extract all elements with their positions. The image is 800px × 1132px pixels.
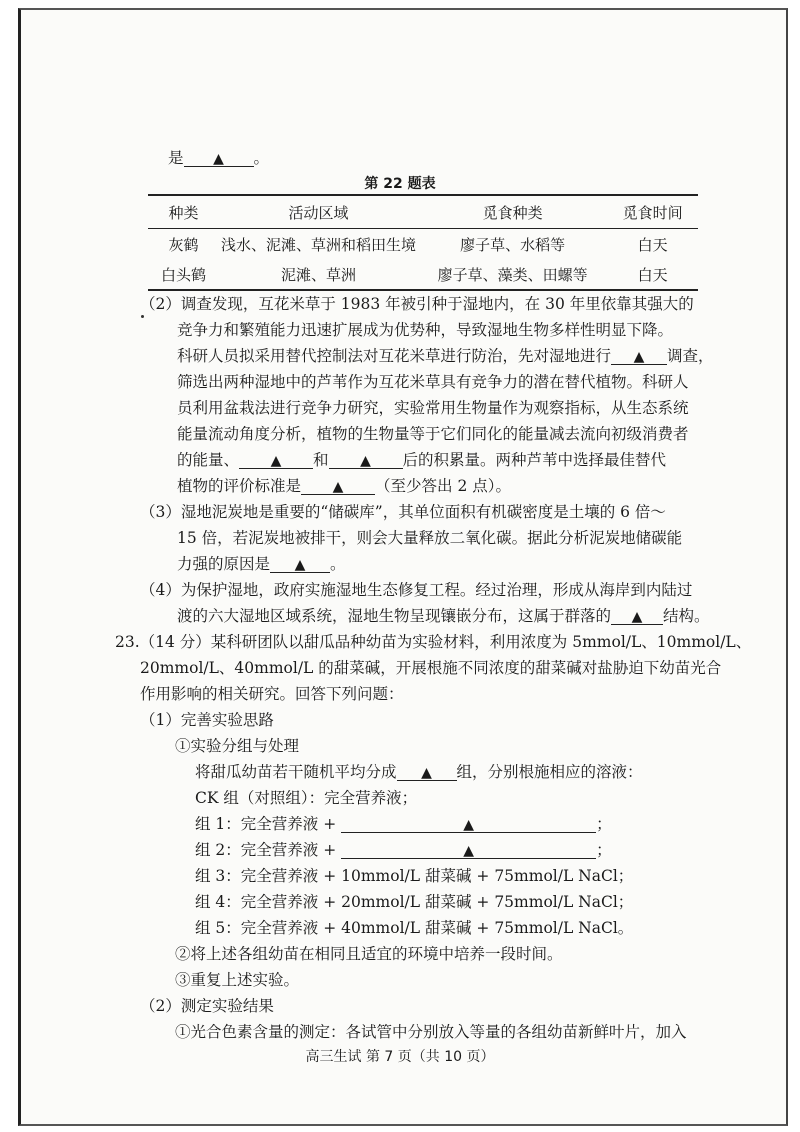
triangle-icon: ▲ [463, 817, 475, 833]
q2-line [177, 346, 714, 366]
table-cell: 泥滩、草洲 [219, 259, 418, 290]
text-prefix: 是 [168, 149, 184, 167]
group-3: 组 3：完全营养液 + 10mmol/L 甜菜碱 + 75mmol/L NaCl； [195, 867, 634, 885]
triangle-icon: ▲ [421, 765, 432, 781]
speck-mark [141, 315, 144, 318]
triangle-icon: ▲ [332, 479, 344, 495]
q23-step: ①实验分组与处理 [175, 737, 300, 755]
question-22-table [148, 194, 698, 291]
q2-line: （2）调查发现，互花米草于 1983 年被引种于湿地内，在 30 年里依靠其强大的 [140, 295, 694, 313]
page-footer: 高三生试 第 7 页（共 10 页） [305, 1049, 495, 1065]
q4-line: （4）为保护湿地，政府实施湿地生态修复工程。经过治理，形成从海岸到内陆过 [140, 581, 693, 599]
group-1 [195, 814, 612, 834]
answer-blank[interactable] [301, 476, 375, 495]
group-2 [195, 840, 612, 860]
group-4: 组 4：完全营养液 + 20mmol/L 甜菜碱 + 75mmol/L NaCl； [195, 893, 634, 911]
header-cell: 觅食时间 [607, 195, 698, 229]
answer-blank[interactable] [184, 148, 254, 167]
q2-line [177, 450, 666, 470]
table-cell: 廖子草、藻类、田螺等 [418, 259, 607, 290]
q23-step: ③重复上述实验。 [175, 971, 300, 989]
q2-line [177, 476, 511, 496]
triangle-icon: ▲ [360, 453, 371, 469]
answer-blank[interactable] [611, 346, 667, 365]
header-cell: 种类 [148, 195, 219, 229]
q2-line: 能量流动角度分析，植物的生物量等于它们同化的能量减去流向初级消费者 [177, 425, 689, 443]
text: 渡的六大湿地区域系统，湿地生物呈现镶嵌分布，这属于群落的 [177, 607, 612, 625]
triangle-icon: ▲ [213, 151, 224, 167]
answer-blank[interactable] [329, 450, 403, 469]
text-suffix: 。 [253, 149, 270, 167]
q23-line [195, 762, 643, 782]
text: 和 [313, 451, 329, 469]
text: ； [596, 841, 612, 859]
triangle-icon: ▲ [633, 349, 645, 365]
table-cell: 灰鹤 [168, 235, 199, 254]
q2-line: 筛选出两种湿地中的芦苇作为互花米草具有竞争力的潜在替代植物。科研人 [177, 373, 689, 391]
q23-subheading: （2）测定实验结果 [140, 997, 274, 1015]
text: 结构。 [663, 607, 710, 625]
table-header-row [148, 195, 698, 229]
text: 将甜瓜幼苗若干随机平均分成 [195, 763, 397, 781]
triangle-icon: ▲ [294, 557, 306, 573]
q3-line [177, 554, 346, 574]
text: 的能量、 [177, 451, 240, 469]
text: 后的积累量。两种芦苇中选择最佳替代 [402, 451, 667, 469]
q23-step: ②将上述各组幼苗在相同且适宜的环境中培养一段时间。 [175, 945, 563, 963]
q3-line: 15 倍，若泥炭地被排干，则会大量释放二氧化碳。据此分析泥炭地储碳能 [177, 529, 683, 547]
text: 。 [330, 555, 346, 573]
text: 力强的原因是 [177, 555, 271, 573]
triangle-icon: ▲ [270, 453, 282, 469]
q4-line [177, 606, 710, 626]
q2-line: 员利用盆栽法进行竞争力研究，实验常用生物量作为观察指标，从生态系统 [177, 399, 689, 417]
table-cell: 廖子草、水稻等 [460, 235, 566, 254]
table-cell: 白天 [637, 235, 668, 254]
text: 组，分别根施相应的溶液： [456, 763, 643, 781]
triangle-icon: ▲ [631, 609, 643, 625]
triangle-icon: ▲ [463, 843, 475, 859]
answer-blank[interactable] [611, 606, 663, 625]
q2-line: 竞争力和繁殖能力迅速扩展成为优势种，导致湿地生物多样性明显下降。 [177, 321, 674, 339]
group-5: 组 5：完全营养液 + 40mmol/L 甜菜碱 + 75mmol/L NaCl。 [195, 919, 634, 937]
answer-blank[interactable] [397, 762, 457, 781]
text: 调查， [667, 347, 714, 365]
table-cell: 浅水、泥滩、草洲和稻田生境 [221, 235, 417, 254]
q3-line: （3）湿地泥炭地是重要的“储碳库”，其单位面积有机碳密度是土壤的 6 倍～ [140, 503, 666, 521]
q23-line: 23.（14 分）某科研团队以甜瓜品种幼苗为实验材料，利用浓度为 5mmol/L、10mmol/L、 [115, 633, 752, 651]
table-cell: 白天 [607, 259, 698, 290]
text: 组 2：完全营养液 + [195, 841, 337, 859]
answer-blank[interactable] [239, 450, 313, 469]
text: （至少答出 2 点）。 [375, 477, 511, 495]
table-row [148, 259, 698, 290]
table-caption: 第 22 题表 [364, 176, 436, 192]
table-cell: 白头鹤 [148, 259, 219, 290]
q23-subheading: （1）完善实验思路 [140, 711, 274, 729]
answer-blank[interactable] [341, 814, 596, 833]
q23-step: ①光合色素含量的测定：各试管中分别放入等量的各组幼苗新鲜叶片，加入 [175, 1023, 687, 1041]
answer-blank[interactable] [341, 840, 596, 859]
q23-line: 作用影响的相关研究。回答下列问题： [140, 685, 404, 703]
text: 植物的评价标准是 [177, 477, 302, 495]
header-cell: 觅食种类 [418, 195, 607, 229]
answer-blank[interactable] [270, 554, 330, 573]
text: 科研人员拟采用替代控制法对互花米草进行防治，先对湿地进行 [177, 347, 612, 365]
q23-line: 20mmol/L、40mmol/L 的甜菜碱，开展根施不同浓度的甜菜碱对盐胁迫下幼苗光合 [140, 659, 722, 677]
table-row [148, 229, 698, 260]
text: 组 1：完全营养液 + [195, 815, 337, 833]
header-cell: 活动区域 [219, 195, 418, 229]
text: ； [596, 815, 612, 833]
group-ck: CK 组（对照组）：完全营养液； [195, 789, 418, 807]
answer-line-top [168, 148, 269, 168]
